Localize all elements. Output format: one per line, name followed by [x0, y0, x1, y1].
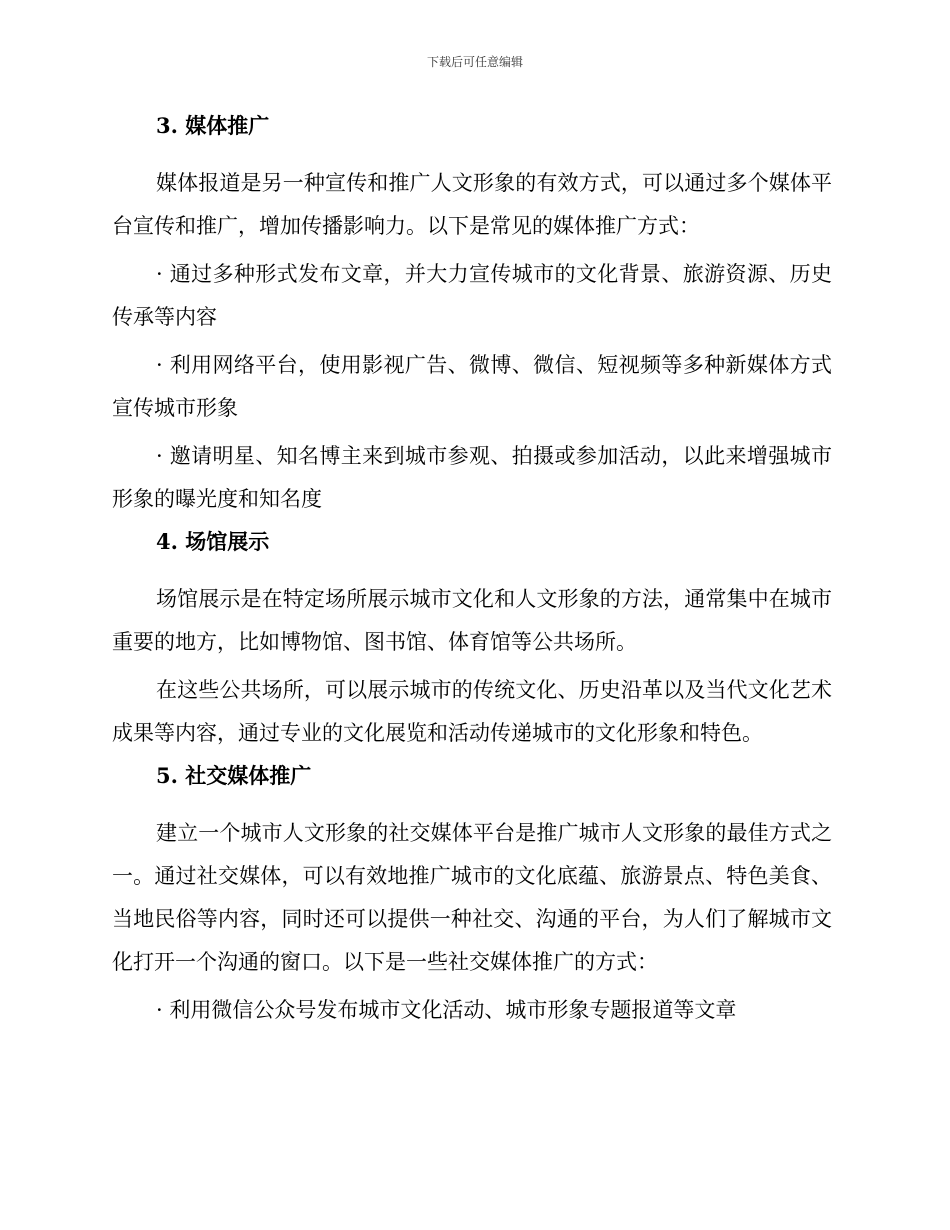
paragraph: 场馆展示是在特定场所展示城市文化和人文形象的方法，通常集中在城市重要的地方，比如博物馆、图书馆、体育馆等公共场所。 — [112, 587, 832, 654]
section-heading-venue-display: 4. 场馆展示 — [156, 529, 270, 554]
bullet-item: · 邀请明星、知名博主来到城市参观、拍摄或参加活动，以此来增强城市形象的曝光度和知名度 — [112, 444, 832, 511]
paragraph: 在这些公共场所，可以展示城市的传统文化、历史沿革以及当代文化艺术成果等内容，通过专业的文化展览和活动传递城市的文化形象和特色。 — [112, 678, 832, 745]
section-heading-social-media-promotion: 5. 社交媒体推广 — [156, 763, 312, 788]
bullet-item: · 通过多种形式发布文章，并大力宣传城市的文化背景、旅游资源、历史传承等内容 — [112, 262, 832, 329]
bullet-item: · 利用微信公众号发布城市文化活动、城市形象专题报道等文章 — [156, 998, 737, 1022]
paragraph: 建立一个城市人文形象的社交媒体平台是推广城市人文形象的最佳方式之一。通过社交媒体，可以有效地推广城市的文化底蕴、旅游景点、特色美食、当地民俗等内容，同时还可以提供一种社交、沟通的平台，为人们了解城市文化打开一个沟通的窗口。以下是一些社交媒体推广的方式： — [112, 821, 832, 974]
paragraph: 媒体报道是另一种宣传和推广人文形象的有效方式，可以通过多个媒体平台宣传和推广，增加传播影响力。以下是常见的媒体推广方式： — [112, 171, 832, 238]
page-header-note: 下载后可任意编辑 — [426, 55, 523, 69]
bullet-item: · 利用网络平台，使用影视广告、微博、微信、短视频等多种新媒体方式宣传城市形象 — [112, 353, 832, 420]
document-body — [112, 110, 832, 1037]
section-heading-media-promotion: 3. 媒体推广 — [156, 113, 270, 138]
